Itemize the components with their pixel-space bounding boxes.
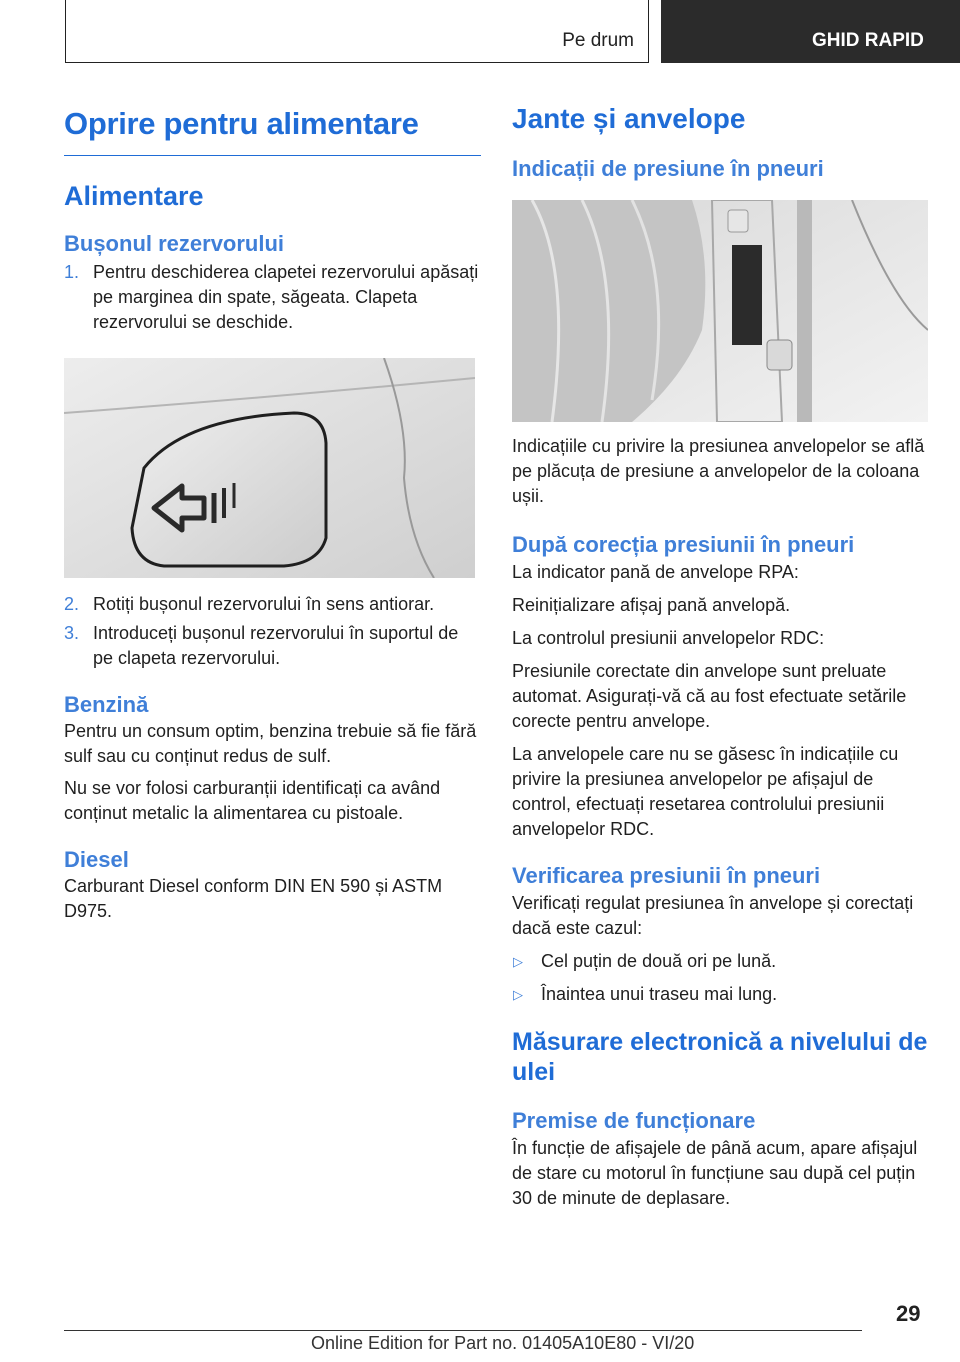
dupa-paragraph-2: Reinițializare afișaj pană anvelopă.: [512, 595, 791, 615]
left-column: [64, 95, 481, 924]
image-caption: Indicațiile cu privire la presiunea anvelopelor se află pe plăcuța de presiune a anvelopelor de la coloana ușii.: [512, 436, 925, 506]
subheading-busonul: Bușonul rezervorului: [64, 231, 285, 256]
step-1-text: Pentru deschiderea clapetei rezervorului apăsați pe marginea din spate, săgeata. Clapeta rezervorului se deschide.: [93, 262, 479, 332]
footer-edition: Online Edition for Part no. 01405A10E80 - VI/20: [311, 1333, 695, 1353]
subheading-indicatii: Indicații de presiune în pneuri: [512, 156, 824, 181]
subheading-benzina: Benzină: [64, 692, 149, 717]
step-3: [64, 621, 481, 671]
premise-paragraph: În funcție de afișajele de până acum, apare afișajul de stare cu motorul în funcțiune sau după cel puțin 30 de minute de deplasare.: [512, 1138, 918, 1208]
door-pillar-illustration: [512, 200, 928, 422]
dupa-paragraph-3: La controlul presiunii anvelopelor RDC:: [512, 628, 825, 648]
step-2-text: Rotiți bușonul rezervorului în sens antiorar.: [93, 594, 435, 614]
header-section-label: Pe drum: [562, 30, 634, 51]
step-2: [64, 592, 481, 617]
door-pillar-image: [512, 200, 928, 422]
bullet-1-text: Cel puțin de două ori pe lună.: [541, 951, 777, 971]
bullet-item: [512, 949, 928, 974]
step-number: 3.: [64, 623, 80, 643]
header-section-box: [65, 0, 649, 63]
benzina-paragraph-2: Nu se vor folosi carburanții identificați ca având conținut metalic la alimentarea cu pistoale.: [64, 778, 441, 823]
footer-rule: [64, 1330, 862, 1331]
fuel-flap-illustration: [64, 358, 475, 578]
header-tab-box: [661, 0, 960, 63]
fuel-flap-image: [64, 358, 475, 578]
step-1: [64, 260, 481, 335]
dupa-paragraph-5: La anvelopele care nu se găsesc în indicațiile cu privire la presiunea anvelopelor pe afișajul de control, efectuați resetarea controlului presiunii anvelopelor RDC.: [512, 744, 899, 839]
page-number: 29: [896, 1301, 921, 1326]
bullet-item: [512, 982, 928, 1007]
subheading-premise: Premise de funcționare: [512, 1108, 756, 1133]
title-rule: [64, 155, 481, 156]
step-3-text: Introduceți bușonul rezervorului în suportul de pe clapeta rezervorului.: [93, 623, 459, 668]
section-heading-jante: Jante și anvelope: [512, 103, 746, 134]
step-number: 1.: [64, 262, 80, 282]
right-column: [512, 95, 928, 1211]
section-heading-masurare: Măsurare electronică a nivelului de ulei: [512, 1028, 928, 1086]
section-heading-alimentare: Alimentare: [64, 181, 204, 211]
benzina-paragraph-1: Pentru un consum optim, benzina trebuie să fie fără sulf sau cu conținut redus de sulf.: [64, 721, 477, 766]
triangle-bullet-icon: ▷: [513, 987, 523, 1002]
page-title: Oprire pentru alimentare: [64, 106, 419, 141]
triangle-bullet-icon: ▷: [513, 954, 523, 969]
verif-paragraph: Verificați regulat presiunea în anvelope și corectați dacă este cazul:: [512, 893, 914, 938]
dupa-paragraph-1: La indicator pană de anvelope RPA:: [512, 562, 799, 582]
dupa-paragraph-4: Presiunile corectate din anvelope sunt preluate automat. Asigurați-vă că au fost efectuate setările corecte pentru anvelope.: [512, 661, 907, 731]
diesel-paragraph: Carburant Diesel conform DIN EN 590 și ASTM D975.: [64, 876, 443, 921]
subheading-diesel: Diesel: [64, 847, 129, 872]
header-tab-label: GHID RAPID: [812, 30, 924, 51]
step-number: 2.: [64, 594, 80, 614]
subheading-verificarea: Verificarea presiunii în pneuri: [512, 863, 821, 888]
subheading-dupa-corectie: După corecția presiunii în pneuri: [512, 532, 855, 557]
bullet-2-text: Înaintea unui traseu mai lung.: [541, 984, 778, 1004]
